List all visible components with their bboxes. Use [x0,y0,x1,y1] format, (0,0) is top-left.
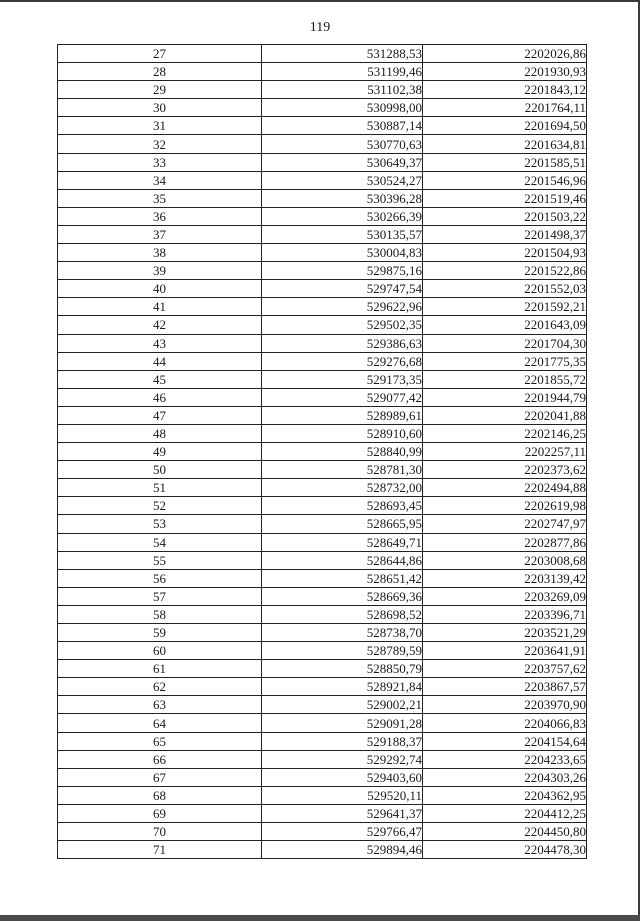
x-coordinate-cell: 529622,96 [262,298,423,316]
table-row [58,334,587,352]
point-number-cell: 36 [58,207,262,225]
x-coordinate-cell: 529766,47 [262,823,423,841]
point-number-cell: 49 [58,443,262,461]
x-coordinate-cell: 529276,68 [262,352,423,370]
y-coordinate-cell: 2201643,09 [423,316,587,334]
table-row [58,696,587,714]
table-row [58,316,587,334]
point-number-cell: 51 [58,479,262,497]
point-number-cell: 59 [58,624,262,642]
table-row [58,244,587,262]
x-coordinate-cell: 530770,63 [262,135,423,153]
y-coordinate-cell: 2201504,93 [423,244,587,262]
point-number-cell: 39 [58,262,262,280]
x-coordinate-cell: 529747,54 [262,280,423,298]
point-number-cell: 68 [58,786,262,804]
table-row [58,45,587,63]
x-coordinate-cell: 531102,38 [262,81,423,99]
y-coordinate-cell: 2202877,86 [423,533,587,551]
point-number-cell: 48 [58,424,262,442]
table-row [58,551,587,569]
y-coordinate-cell: 2204478,30 [423,841,587,859]
table-row [58,605,587,623]
table-row [58,461,587,479]
point-number-cell: 46 [58,388,262,406]
y-coordinate-cell: 2201764,11 [423,99,587,117]
point-number-cell: 42 [58,316,262,334]
x-coordinate-cell: 529292,74 [262,750,423,768]
y-coordinate-cell: 2204412,25 [423,804,587,822]
table-row [58,515,587,533]
x-coordinate-cell: 530004,83 [262,244,423,262]
y-coordinate-cell: 2201503,22 [423,207,587,225]
point-number-cell: 31 [58,117,262,135]
y-coordinate-cell: 2201522,86 [423,262,587,280]
y-coordinate-cell: 2202373,62 [423,461,587,479]
table-row [58,189,587,207]
y-coordinate-cell: 2201694,50 [423,117,587,135]
x-coordinate-cell: 529091,28 [262,714,423,732]
y-coordinate-cell: 2201930,93 [423,63,587,81]
point-number-cell: 63 [58,696,262,714]
table-row [58,225,587,243]
point-number-cell: 62 [58,678,262,696]
point-number-cell: 33 [58,153,262,171]
point-number-cell: 56 [58,569,262,587]
x-coordinate-cell: 529502,35 [262,316,423,334]
y-coordinate-cell: 2201634,81 [423,135,587,153]
x-coordinate-cell: 528651,42 [262,569,423,587]
point-number-cell: 35 [58,189,262,207]
x-coordinate-cell: 530266,39 [262,207,423,225]
x-coordinate-cell: 529520,11 [262,786,423,804]
table-row [58,280,587,298]
table-row [58,406,587,424]
point-number-cell: 37 [58,225,262,243]
point-number-cell: 60 [58,642,262,660]
point-number-cell: 45 [58,370,262,388]
y-coordinate-cell: 2202494,88 [423,479,587,497]
y-coordinate-cell: 2201552,03 [423,280,587,298]
x-coordinate-cell: 529077,42 [262,388,423,406]
y-coordinate-cell: 2201519,46 [423,189,587,207]
point-number-cell: 65 [58,732,262,750]
table-row [58,714,587,732]
x-coordinate-cell: 529403,60 [262,768,423,786]
table-row [58,207,587,225]
y-coordinate-cell: 2203641,91 [423,642,587,660]
x-coordinate-cell: 528693,45 [262,497,423,515]
point-number-cell: 29 [58,81,262,99]
y-coordinate-cell: 2202041,88 [423,406,587,424]
scan-edge-top [0,0,640,2]
point-number-cell: 38 [58,244,262,262]
point-number-cell: 71 [58,841,262,859]
x-coordinate-cell: 530135,57 [262,225,423,243]
point-number-cell: 44 [58,352,262,370]
x-coordinate-cell: 528738,70 [262,624,423,642]
table-row [58,823,587,841]
table-row [58,479,587,497]
point-number-cell: 64 [58,714,262,732]
y-coordinate-cell: 2201592,21 [423,298,587,316]
x-coordinate-cell: 529002,21 [262,696,423,714]
point-number-cell: 57 [58,587,262,605]
point-number-cell: 54 [58,533,262,551]
point-number-cell: 47 [58,406,262,424]
table-row [58,569,587,587]
x-coordinate-cell: 528989,61 [262,406,423,424]
y-coordinate-cell: 2204303,26 [423,768,587,786]
x-coordinate-cell: 531199,46 [262,63,423,81]
table-row [58,99,587,117]
y-coordinate-cell: 2201944,79 [423,388,587,406]
table-row [58,533,587,551]
x-coordinate-cell: 529875,16 [262,262,423,280]
table-row [58,750,587,768]
y-coordinate-cell: 2203867,57 [423,678,587,696]
point-number-cell: 67 [58,768,262,786]
table-row [58,262,587,280]
table-row [58,804,587,822]
y-coordinate-cell: 2203757,62 [423,660,587,678]
x-coordinate-cell: 529173,35 [262,370,423,388]
x-coordinate-cell: 528698,52 [262,605,423,623]
y-coordinate-cell: 2203521,29 [423,624,587,642]
x-coordinate-cell: 529386,63 [262,334,423,352]
x-coordinate-cell: 528921,84 [262,678,423,696]
table-row [58,370,587,388]
point-number-cell: 70 [58,823,262,841]
y-coordinate-cell: 2201585,51 [423,153,587,171]
table-row [58,587,587,605]
point-number-cell: 69 [58,804,262,822]
scan-edge-bottom [0,915,640,921]
table-row [58,642,587,660]
point-number-cell: 34 [58,171,262,189]
y-coordinate-cell: 2203970,90 [423,696,587,714]
x-coordinate-cell: 530998,00 [262,99,423,117]
table-row [58,153,587,171]
y-coordinate-cell: 2201546,96 [423,171,587,189]
point-number-cell: 32 [58,135,262,153]
y-coordinate-cell: 2204154,64 [423,732,587,750]
point-number-cell: 40 [58,280,262,298]
y-coordinate-cell: 2201775,35 [423,352,587,370]
point-number-cell: 27 [58,45,262,63]
y-coordinate-cell: 2201704,30 [423,334,587,352]
y-coordinate-cell: 2201498,37 [423,225,587,243]
point-number-cell: 66 [58,750,262,768]
table-row [58,443,587,461]
x-coordinate-cell: 529188,37 [262,732,423,750]
x-coordinate-cell: 530887,14 [262,117,423,135]
y-coordinate-cell: 2202026,86 [423,45,587,63]
point-number-cell: 52 [58,497,262,515]
x-coordinate-cell: 528644,86 [262,551,423,569]
x-coordinate-cell: 528649,71 [262,533,423,551]
table-row [58,424,587,442]
x-coordinate-cell: 528910,60 [262,424,423,442]
point-number-cell: 58 [58,605,262,623]
x-coordinate-cell: 528850,79 [262,660,423,678]
y-coordinate-cell: 2204233,65 [423,750,587,768]
point-number-cell: 61 [58,660,262,678]
table-row [58,135,587,153]
table-row [58,678,587,696]
x-coordinate-cell: 529641,37 [262,804,423,822]
coordinates-table [57,44,587,859]
point-number-cell: 28 [58,63,262,81]
table-row [58,786,587,804]
table-row [58,660,587,678]
table-row [58,298,587,316]
page-number: 119 [309,20,331,35]
x-coordinate-cell: 528789,59 [262,642,423,660]
point-number-cell: 41 [58,298,262,316]
x-coordinate-cell: 531288,53 [262,45,423,63]
table-row [58,352,587,370]
table-row [58,388,587,406]
table-row [58,63,587,81]
y-coordinate-cell: 2204066,83 [423,714,587,732]
y-coordinate-cell: 2202146,25 [423,424,587,442]
x-coordinate-cell: 529894,46 [262,841,423,859]
table-row [58,732,587,750]
y-coordinate-cell: 2202619,98 [423,497,587,515]
coordinates-table-body [58,45,587,859]
x-coordinate-cell: 530524,27 [262,171,423,189]
point-number-cell: 55 [58,551,262,569]
table-row [58,841,587,859]
y-coordinate-cell: 2201855,72 [423,370,587,388]
x-coordinate-cell: 528669,36 [262,587,423,605]
y-coordinate-cell: 2203139,42 [423,569,587,587]
x-coordinate-cell: 530649,37 [262,153,423,171]
y-coordinate-cell: 2204362,95 [423,786,587,804]
x-coordinate-cell: 528781,30 [262,461,423,479]
y-coordinate-cell: 2201843,12 [423,81,587,99]
point-number-cell: 50 [58,461,262,479]
point-number-cell: 43 [58,334,262,352]
y-coordinate-cell: 2202747,97 [423,515,587,533]
y-coordinate-cell: 2204450,80 [423,823,587,841]
y-coordinate-cell: 2202257,11 [423,443,587,461]
y-coordinate-cell: 2203396,71 [423,605,587,623]
table-row [58,171,587,189]
point-number-cell: 30 [58,99,262,117]
x-coordinate-cell: 528732,00 [262,479,423,497]
table-row [58,768,587,786]
point-number-cell: 53 [58,515,262,533]
x-coordinate-cell: 528840,99 [262,443,423,461]
table-row [58,81,587,99]
x-coordinate-cell: 528665,95 [262,515,423,533]
y-coordinate-cell: 2203008,68 [423,551,587,569]
table-row [58,497,587,515]
y-coordinate-cell: 2203269,09 [423,587,587,605]
table-row [58,624,587,642]
table-row [58,117,587,135]
x-coordinate-cell: 530396,28 [262,189,423,207]
